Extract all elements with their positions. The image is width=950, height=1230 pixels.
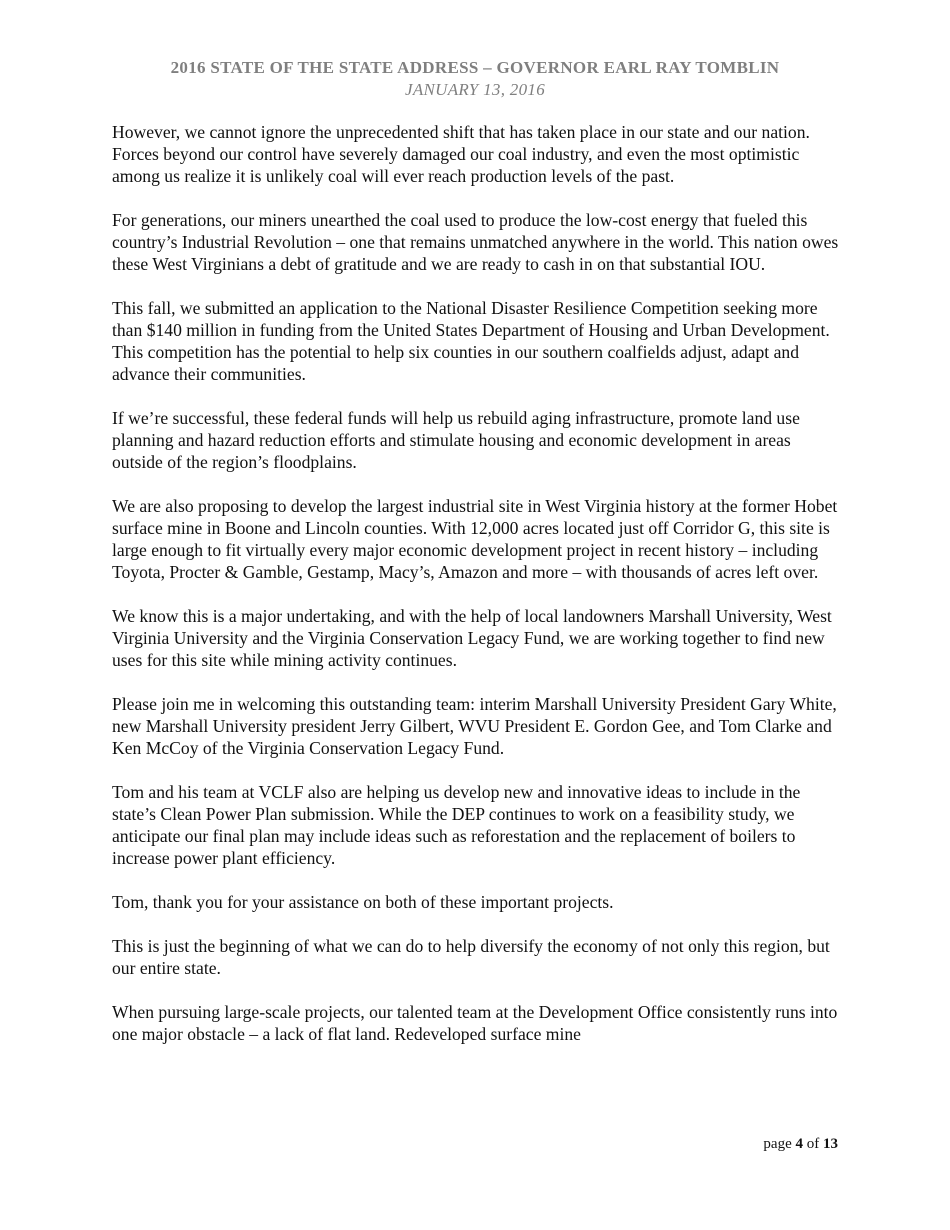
paragraph: Tom, thank you for your assistance on both of these important projects. bbox=[112, 892, 614, 912]
paragraph: We know this is a major undertaking, and with the help of local landowners Marshall University, West Virginia University and the Virginia Conservation Legacy Fund, we are working together to find new uses for this site while mining activity continues. bbox=[112, 606, 832, 670]
page-of: of bbox=[806, 1136, 820, 1152]
paragraph: This is just the beginning of what we can do to help diversify the economy of not only this region, but our entire state. bbox=[112, 936, 830, 978]
paragraph: Tom and his team at VCLF also are helping us develop new and innovative ideas to include in the state’s Clean Power Plan submission. While the DEP continues to work on a feasibility study, we anticipate our final plan may include ideas such as reforestation and the replacement of boilers to increase power plant efficiency. bbox=[112, 782, 801, 868]
page-prefix: page bbox=[763, 1136, 792, 1152]
page-total: 13 bbox=[823, 1136, 838, 1152]
header-date: JANUARY 13, 2016 bbox=[404, 80, 545, 99]
header-title: 2016 STATE OF THE STATE ADDRESS – GOVERNOR EARL RAY TOMBLIN bbox=[170, 58, 780, 77]
paragraph: When pursuing large-scale projects, our talented team at the Development Office consistently runs into one major obstacle – a lack of flat land. Redeveloped surface mine bbox=[112, 1002, 838, 1044]
paragraph: For generations, our miners unearthed the coal used to produce the low-cost energy that fueled this country’s Industrial Revolution – one that remains unmatched anywhere in the world. This nation owes these West Virginians a debt of gratitude and we are ready to cash in on that substantial IOU. bbox=[112, 210, 839, 274]
page-number bbox=[763, 1136, 838, 1153]
paragraph: Please join me in welcoming this outstanding team: interim Marshall University President Gary White, new Marshall University president Jerry Gilbert, WVU President E. Gordon Gee, and Tom Clarke and Ken McCoy of the Virginia Conservation Legacy Fund. bbox=[112, 694, 837, 758]
page-header bbox=[0, 57, 950, 101]
paragraph: However, we cannot ignore the unprecedented shift that has taken place in our state and our nation. Forces beyond our control have severely damaged our coal industry, and even the most optimistic among us realize it is unlikely coal will ever reach production levels of the past. bbox=[112, 122, 810, 186]
paragraph: If we’re successful, these federal funds will help us rebuild aging infrastructure, promote land use planning and hazard reduction efforts and stimulate housing and economic development in areas outside of the region’s floodplains. bbox=[112, 408, 800, 472]
paragraph: We are also proposing to develop the largest industrial site in West Virginia history at the former Hobet surface mine in Boone and Lincoln counties. With 12,000 acres located just off Corridor G, this site is large enough to fit virtually every major economic development project in recent history – including Toyota, Procter & Gamble, Gestamp, Macy’s, Amazon and more – with thousands of acres left over. bbox=[112, 496, 838, 582]
page-current: 4 bbox=[795, 1136, 803, 1152]
document-body bbox=[112, 121, 842, 1067]
paragraph: This fall, we submitted an application to the National Disaster Resilience Competition seeking more than $140 million in funding from the United States Department of Housing and Urban Development. This competition has the potential to help six counties in our southern coalfields adjust, adapt and advance their communities. bbox=[112, 298, 830, 384]
